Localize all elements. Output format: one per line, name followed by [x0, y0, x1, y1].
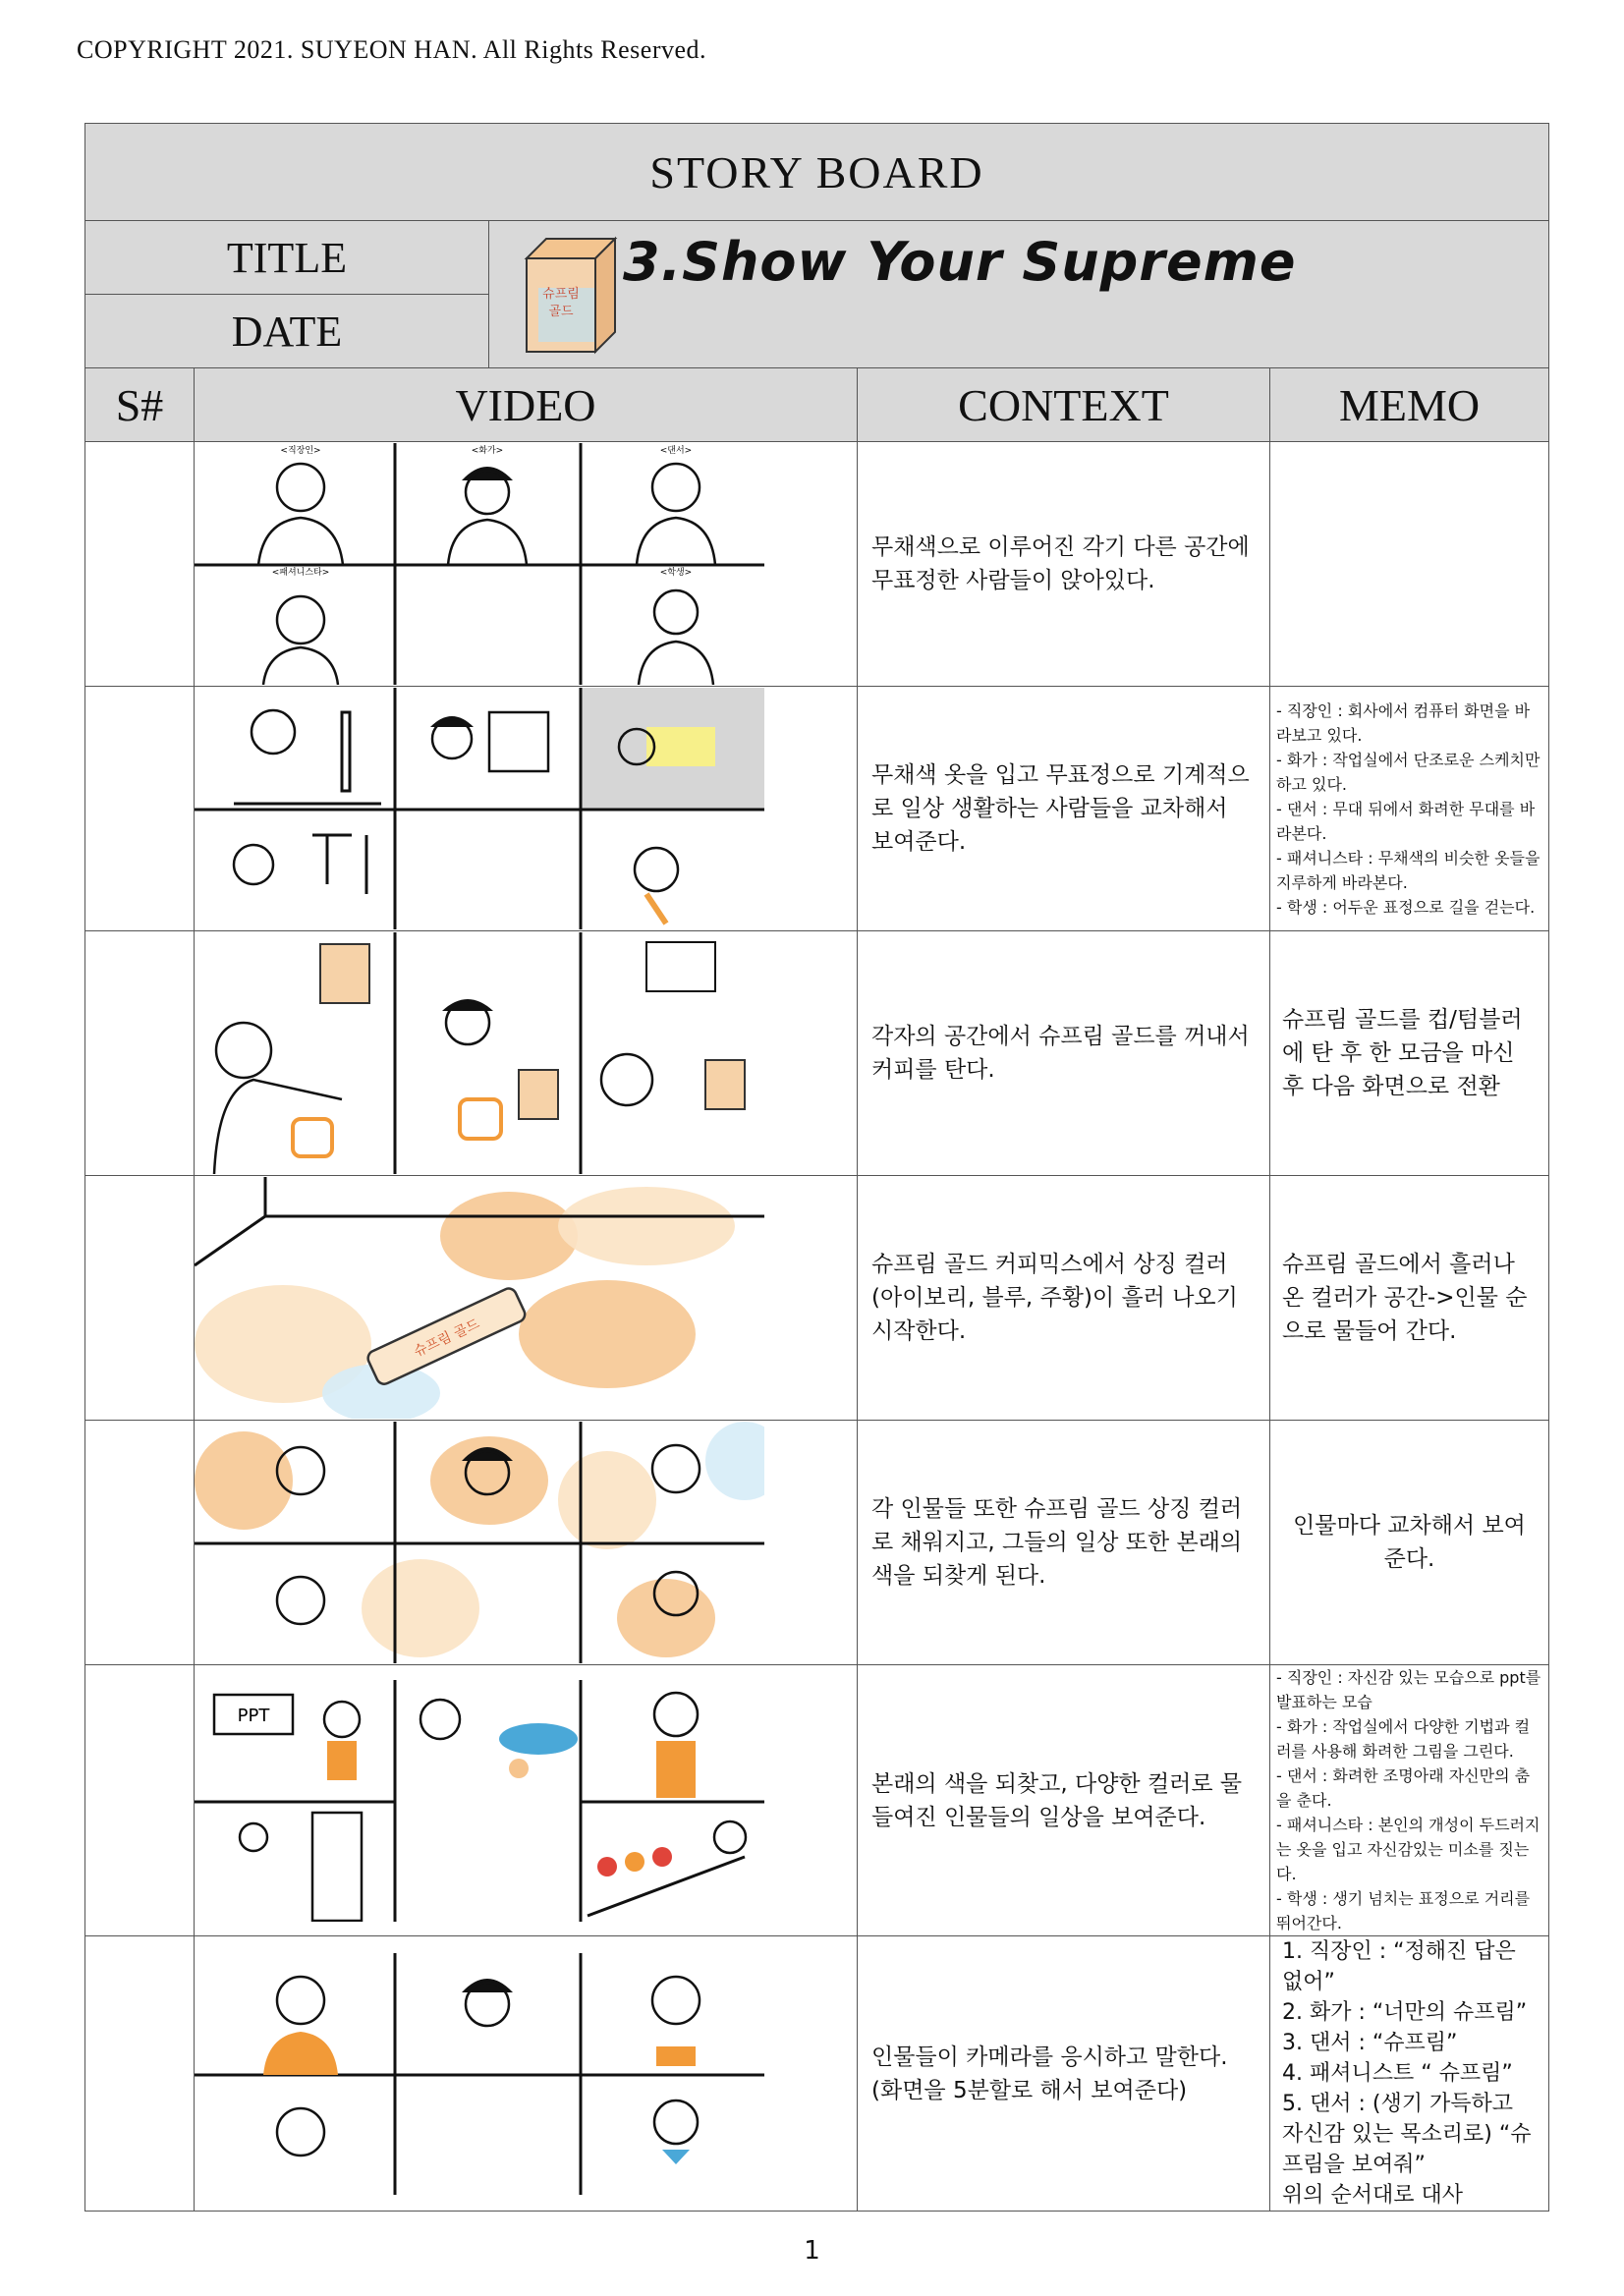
memo-line: - 화가 : 작업실에서 단조로운 스케치만 하고 있다.: [1276, 750, 1540, 794]
video-cell-7: [195, 1936, 858, 2212]
scene-number-cell: [85, 1421, 195, 1665]
scene-row-5: [85, 1421, 1549, 1665]
memo-cell: [1270, 442, 1549, 687]
storyboard-title: 3.Show Your Supreme: [623, 231, 1297, 293]
scene-row-3: [85, 931, 1549, 1176]
scene-number-cell: [85, 931, 195, 1176]
column-header-video: VIDEO: [195, 368, 858, 442]
memo-cell: 슈프림 골드에서 흘러나온 컬러가 공간->인물 순으로 물들어 간다.: [1270, 1176, 1549, 1421]
memo-line: - 학생 : 어두운 표정으로 길을 걷는다.: [1276, 897, 1536, 917]
memo-line: 1. 직장인 : “정해진 답은 없어”: [1282, 1939, 1516, 1994]
column-header-memo: MEMO: [1270, 368, 1549, 442]
context-cell: 무채색 옷을 입고 무표정으로 기계적으로 일상 생활하는 사람들을 교차해서 보여준다.: [858, 687, 1270, 931]
memo-line: - 직장인 : 자신감 있는 모습으로 ppt를 발표하는 모습: [1276, 1668, 1541, 1711]
column-header-context: CONTEXT: [858, 368, 1270, 442]
column-header-scene: S#: [85, 368, 195, 442]
storyboard-table: [84, 123, 1549, 2212]
date-label: DATE: [85, 295, 489, 368]
memo-cell: [1270, 687, 1549, 931]
memo-cell: [1270, 1936, 1549, 2212]
tag-dancer: <댄서>: [659, 446, 693, 456]
video-cell-3: [195, 931, 858, 1176]
ppt-board-label: PPT: [237, 1705, 270, 1726]
video-sketch-4: [195, 1177, 764, 1419]
tag-painter: <화가>: [471, 446, 504, 456]
memo-line: - 화가 : 작업실에서 다양한 기법과 컬러를 사용해 화려한 그림을 그린다.: [1276, 1717, 1531, 1761]
video-cell-5: [195, 1421, 858, 1665]
context-cell: 인물들이 카메라를 응시하고 말한다. (화면을 5분할로 해서 보여준다): [858, 1936, 1270, 2212]
video-sketch-1: [195, 443, 764, 685]
box-label-line2: 골드: [548, 305, 574, 319]
scene-row-1: [85, 442, 1549, 687]
scene-row-2: [85, 687, 1549, 931]
title-label: TITLE: [85, 221, 489, 295]
title-value-cell: [489, 221, 1549, 368]
scene-number-cell: [85, 687, 195, 931]
storyboard-heading: STORY BOARD: [85, 124, 1549, 221]
memo-cell: 인물마다 교차해서 보여준다.: [1270, 1421, 1549, 1665]
video-sketch-6: [195, 1680, 764, 1922]
video-sketch-3: [195, 932, 764, 1174]
video-sketch-2: [195, 688, 764, 929]
scene-row-4: [85, 1176, 1549, 1421]
scene-number-cell: [85, 1936, 195, 2212]
memo-line: - 댄서 : 무대 뒤에서 화려한 무대를 바라본다.: [1276, 799, 1536, 843]
memo-line: 5. 댄서 : (생기 가득하고 자신감 있는 목소리로) “슈프림을 보여줘”: [1282, 2092, 1532, 2177]
context-cell: 무채색으로 이루어진 각기 다른 공간에 무표정한 사람들이 앉아있다.: [858, 442, 1270, 687]
memo-line: - 댄서 : 화려한 조명아래 자신만의 춤을 춘다.: [1276, 1766, 1531, 1810]
page-number: 1: [804, 2236, 820, 2266]
scene-row-6: [85, 1665, 1549, 1936]
tag-worker: <직장인>: [280, 446, 321, 456]
scene-row-7: [85, 1936, 1549, 2212]
tag-fashionista: <패셔니스타>: [271, 568, 330, 578]
video-cell-4: [195, 1176, 858, 1421]
scene-number-cell: [85, 1176, 195, 1421]
context-cell: 슈프림 골드 커피믹스에서 상징 컬러(아이보리, 블루, 주황)이 흘러 나오기 시작한다.: [858, 1176, 1270, 1421]
memo-line: - 패셔니스타 : 본인의 개성이 두드러지는 옷을 입고 자신감있는 미소를 짓는다.: [1276, 1816, 1540, 1883]
video-cell-6: [195, 1665, 858, 1936]
memo-line: - 패셔니스타 : 무채색의 비슷한 옷들을 지루하게 바라본다.: [1276, 848, 1540, 892]
memo-cell: 슈프림 골드를 컵/텀블러에 탄 후 한 모금을 마신 후 다음 화면으로 전환: [1270, 931, 1549, 1176]
memo-line: 4. 패셔니스트 “ 슈프림”: [1282, 2061, 1513, 2086]
memo-line: 3. 댄서 : “슈프림”: [1282, 2031, 1458, 2055]
memo-cell: [1270, 1665, 1549, 1936]
context-cell: 본래의 색을 되찾고, 다양한 컬러로 물들여진 인물들의 일상을 보여준다.: [858, 1665, 1270, 1936]
video-cell-1: [195, 442, 858, 687]
copyright-notice: COPYRIGHT 2021. SUYEON HAN. All Rights Reserved.: [77, 35, 707, 64]
context-cell: 각 인물들 또한 슈프림 골드 상징 컬러로 채워지고, 그들의 일상 또한 본래의 색을 되찾게 된다.: [858, 1421, 1270, 1665]
tag-student: <학생>: [659, 568, 693, 578]
video-sketch-7: [195, 1953, 764, 2195]
context-cell: 각자의 공간에서 슈프림 골드를 꺼내서 커피를 탄다.: [858, 931, 1270, 1176]
memo-line: 2. 화가 : “너만의 슈프림”: [1282, 2000, 1528, 2025]
coffee-stick-label: 슈프림 골드: [411, 1316, 482, 1361]
memo-line: - 학생 : 생기 넘치는 표정으로 거리를 뛰어간다.: [1276, 1889, 1531, 1932]
memo-line: 위의 순서대로 대사: [1282, 2183, 1464, 2208]
box-label-line1: 슈프림: [542, 287, 580, 302]
video-cell-2: [195, 687, 858, 931]
product-box-sketch: [517, 229, 625, 362]
scene-number-cell: [85, 442, 195, 687]
memo-line: - 직장인 : 회사에서 컴퓨터 화면을 바라보고 있다.: [1276, 700, 1531, 745]
video-sketch-5: [195, 1422, 764, 1663]
scene-number-cell: [85, 1665, 195, 1936]
